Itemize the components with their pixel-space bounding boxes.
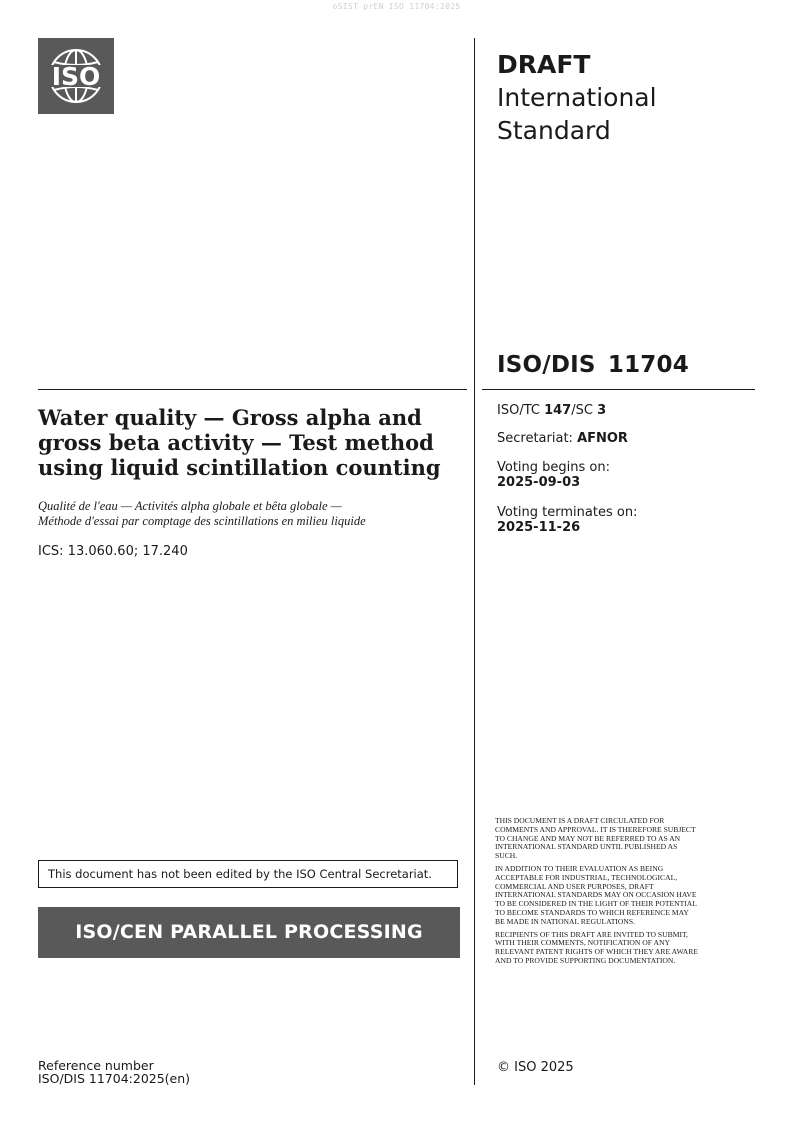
committee-prefix: ISO/TC xyxy=(497,403,545,418)
committee-sc: 3 xyxy=(597,403,607,418)
secretariat-value: AFNOR xyxy=(577,431,628,446)
parallel-processing-banner: ISO/CEN PARALLEL PROCESSING xyxy=(38,907,460,958)
committee-sep: /SC xyxy=(571,403,598,418)
iso-logo-graphic xyxy=(38,38,114,114)
logo-text: ISO xyxy=(51,62,101,91)
right-rule xyxy=(482,389,755,390)
document-number: ISO/DIS 11704 xyxy=(497,352,689,378)
draft-label: DRAFT xyxy=(497,50,591,79)
french-title-line2: Méthode d'essai par comptage des scintillations en milieu liquide xyxy=(38,514,366,528)
draft-international-label: International xyxy=(497,83,657,112)
secretariat-label: Secretariat: xyxy=(497,431,578,446)
voting-ends-date xyxy=(497,520,637,535)
ics-codes: ICS: 13.060.60; 17.240 xyxy=(38,544,188,559)
committee-tc: 147 xyxy=(544,403,572,418)
disclaimer-paragraph: RECIPIENTS OF THIS DRAFT ARE INVITED TO SUBMIT, WITH THEIR COMMENTS, NOTIFICATION OF ANY RELEVANT PATENT RIGHTS OF WHICH THEY ARE AWARE AND TO PROVIDE SUPPORTING DOCUMENTATION. xyxy=(495,929,698,965)
watermark: oSIST prEN ISO 11704:2025 xyxy=(332,2,461,11)
voting-ends-label: Voting terminates on: xyxy=(497,505,638,520)
reference-label: Reference number xyxy=(38,1058,154,1073)
secretariat xyxy=(497,431,628,446)
draft-standard-label: Standard xyxy=(497,116,611,145)
document-title-french xyxy=(38,499,458,529)
voting-terminates xyxy=(497,505,637,535)
committee xyxy=(497,403,606,418)
left-rule xyxy=(38,389,467,390)
column-divider xyxy=(474,38,475,1085)
voting-begins-label: Voting begins on: xyxy=(497,460,611,475)
voting-begins xyxy=(497,460,610,490)
disclaimer-paragraph: IN ADDITION TO THEIR EVALUATION AS BEING ACCEPTABLE FOR INDUSTRIAL, TECHNOLOGICAL, COMMERCIAL AND USER PURPOSES, DRAFT INTERNATIONAL STANDARDS MAY ON OCCASION HAVE TO BE CONSIDERED IN THE LIGHT OF THEIR POTENTIAL TO BECOME STANDARDS TO WHICH REFERENCE MAY BE MADE IN NATIONAL REGULATIONS. xyxy=(495,863,697,926)
copyright: © ISO 2025 xyxy=(497,1060,574,1075)
reference-number xyxy=(38,1059,190,1085)
editing-notice: This document has not been edited by the ISO Central Secretariat. xyxy=(38,860,458,888)
voting-begins-value: 2025-09-03 xyxy=(497,475,581,490)
draft-disclaimer xyxy=(495,817,700,970)
voting-begins-date xyxy=(497,475,610,490)
voting-ends-value: 2025-11-26 xyxy=(497,520,581,535)
disclaimer-paragraph: THIS DOCUMENT IS A DRAFT CIRCULATED FOR COMMENTS AND APPROVAL. IT IS THEREFORE SUBJECT TO CHANGE AND MAY NOT BE REFERRED TO AS AN INTERNATIONAL STANDARD UNTIL PUBLISHED AS SUCH. xyxy=(495,816,696,861)
iso-logo-icon xyxy=(38,38,114,114)
french-title-line1: Qualité de l'eau — Activités alpha globale et bêta globale — xyxy=(38,499,342,513)
document-title-english: Water quality — Gross alpha and gross beta activity — Test method using liquid scintillation counting xyxy=(38,405,441,480)
reference-value: ISO/DIS 11704:2025(en) xyxy=(38,1071,191,1086)
draft-standard-heading xyxy=(497,48,747,147)
